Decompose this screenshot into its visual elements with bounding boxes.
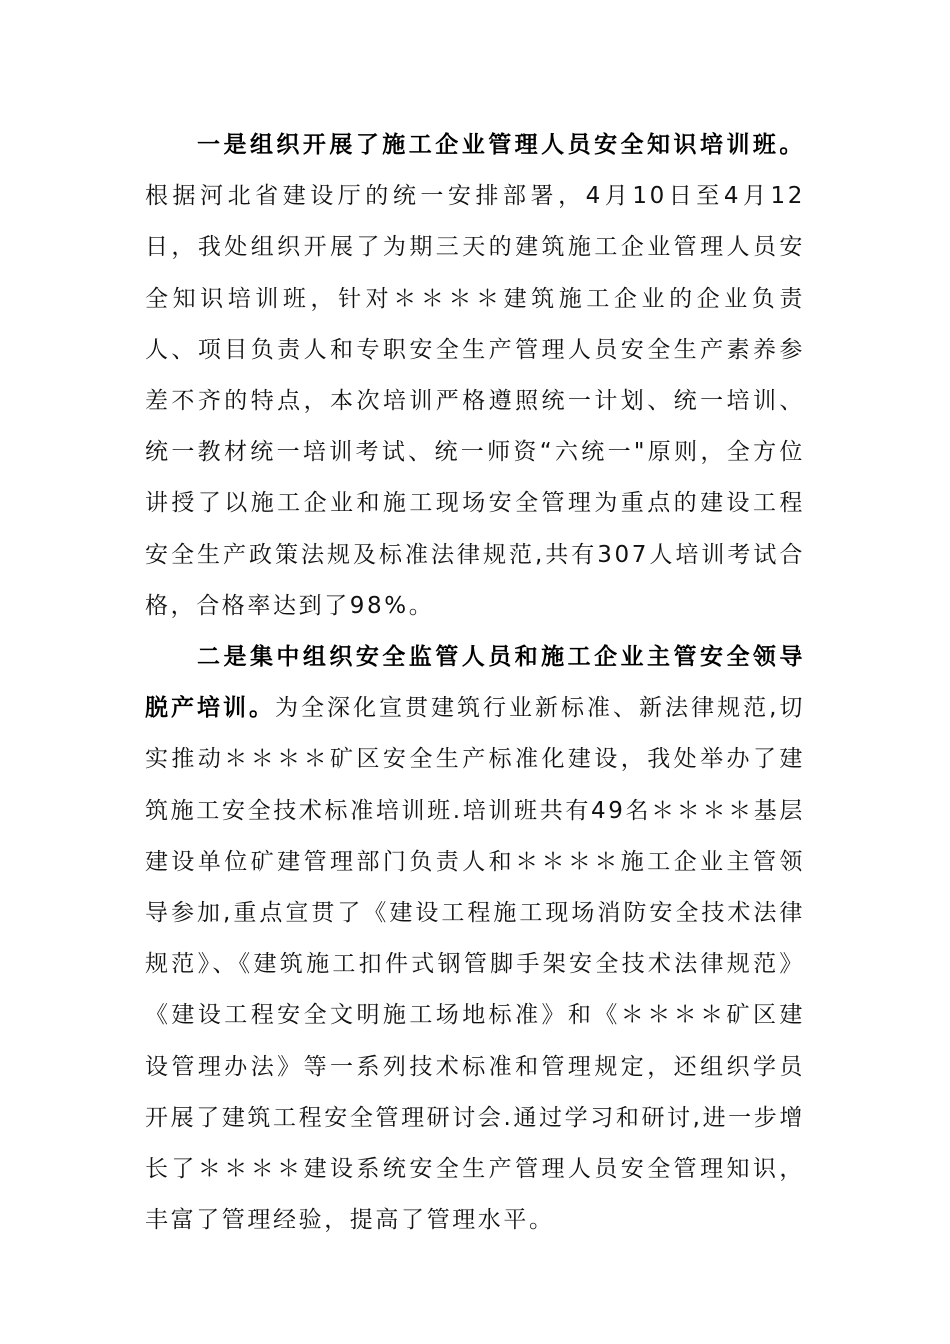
paragraph-off-job-training xyxy=(145,632,805,1246)
paragraph-heading: 一是组织开展了施工企业管理人员安全知识培训班。 xyxy=(197,132,805,158)
paragraph-text: 根据河北省建设厅的统一安排部署，4月10日至4月12日，我处组织开展了为期三天的建筑施工企业管理人员安全知识培训班，针对＊＊＊＊建筑施工企业的企业负责人、项目负责人和专职安全生产管理人员安全生产素养参差不齐的特点，本次培训严格遵照统一计划、统一培训、统一教材统一培训考试、统一师资“六统一"原则，全方位讲授了以施工企业和施工现场安全管理为重点的建设工程安全生产政策法规及标准法律规范,共有307人培训考试合格，合格率达到了98%。 xyxy=(145,183,805,619)
paragraph-text: 为全深化宣贯建筑行业新标准、新法律规范,切实推动＊＊＊＊矿区安全生产标准化建设，我处举办了建筑施工安全技术标准培训班.培训班共有49名＊＊＊＊基层建设单位矿建管理部门负责人和＊＊＊＊施工企业主管领导参加,重点宣贯了《建设工程施工现场消防安全技术法律规范》、《建筑施工扣件式钢管脚手架安全技术法律规范》《建设工程安全文明施工场地标准》和《＊＊＊＊矿区建设管理办法》等一系列技术标准和管理规定，还组织学员开展了建筑工程安全管理研讨会.通过学习和研讨,进一步增长了＊＊＊＊建设系统安全生产管理人员安全管理知识，丰富了管理经验，提高了管理水平。 xyxy=(145,695,805,1234)
paragraph-heading: 二是集中组织安全监管人员和施工企业主管安全领导脱产培训。 xyxy=(145,644,805,722)
paragraph-training-class xyxy=(145,120,805,632)
document-body xyxy=(145,120,805,1246)
